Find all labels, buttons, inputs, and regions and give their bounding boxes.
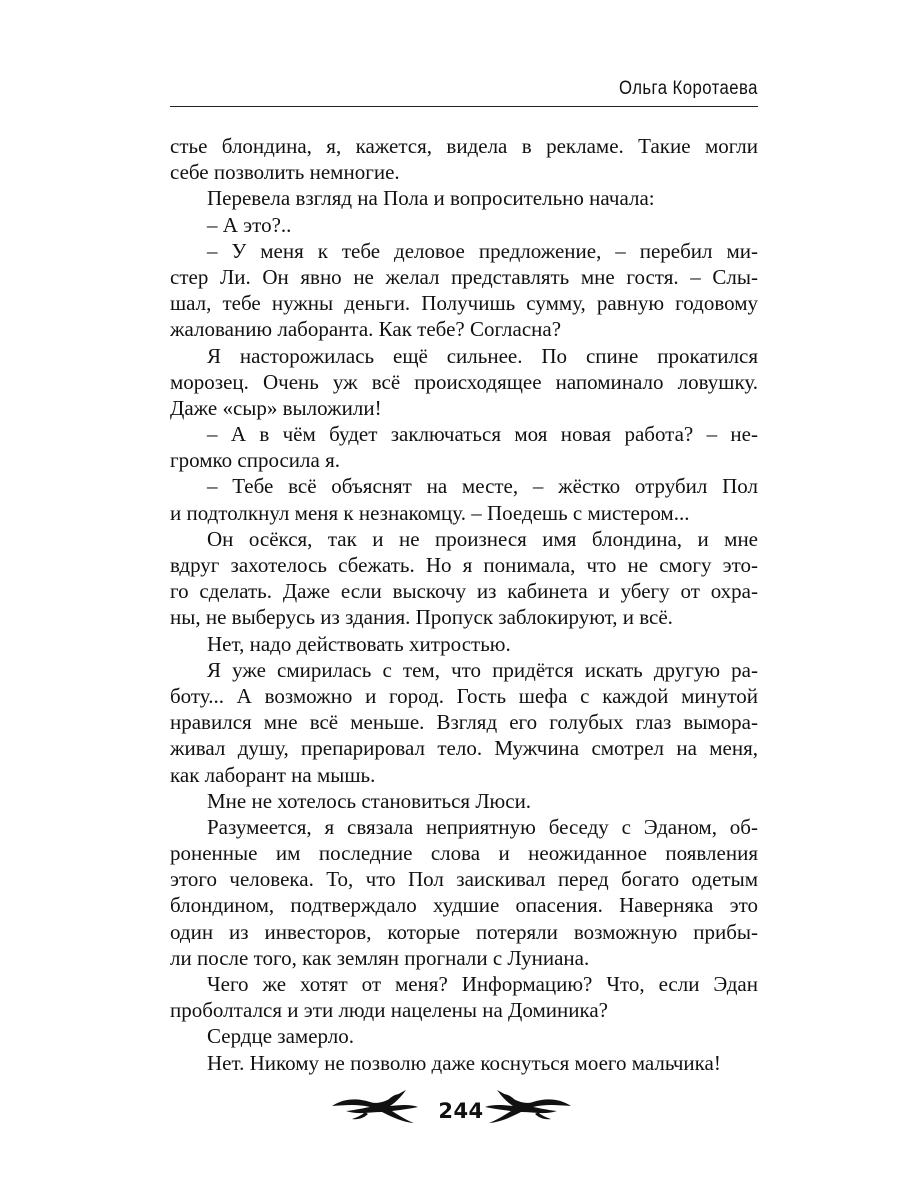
text-line: стье блондина, я, кажется, видела в рекламе. Такие могли bbox=[170, 134, 758, 158]
text-line: вдруг захотелось сбежать. Но я понимала, что не смогу это- bbox=[170, 553, 758, 577]
text-line: Даже «сыр» выложили! bbox=[170, 395, 382, 420]
text-line: проболтался и эти люди нацелены на Доминика? bbox=[170, 998, 608, 1023]
text-line: Сердце замерло. bbox=[207, 1024, 354, 1049]
text-line: Чего же хотят от меня? Информацию? Что, если Эдан bbox=[207, 972, 758, 996]
dragon-ornament-right-icon bbox=[483, 1086, 573, 1126]
running-header-author: Ольга Коротаева bbox=[619, 78, 758, 99]
text-line: Перевела взгляд на Пола и вопросительно начала: bbox=[207, 186, 655, 211]
text-line: Я насторожилась ещё сильнее. По спине прокатился bbox=[207, 343, 758, 368]
text-line: и подтолкнул меня к незнакомцу. – Поедешь с мистером... bbox=[170, 500, 690, 525]
text-line: шал, тебе нужны деньги. Получишь сумму, равную годовому bbox=[170, 291, 758, 316]
page-number: 244 bbox=[438, 1099, 484, 1123]
text-line: – У меня к тебе деловое предложение, – перебил ми- bbox=[207, 238, 758, 263]
text-line: роненные им последние слова и неожиданное появления bbox=[170, 841, 758, 866]
text-line: блондином, подтверждало худшие опасения. Наверняка это bbox=[170, 893, 758, 918]
text-line: ны, не выберусь из здания. Пропуск заблокируют, и всё. bbox=[170, 605, 673, 630]
text-line: – А это?.. bbox=[207, 212, 292, 237]
text-line: – Тебе всё объяснят на месте, – жёстко отрубил Пол bbox=[207, 474, 758, 499]
page-footer bbox=[0, 1082, 900, 1132]
text-line: жалованию лаборанта. Как тебе? Согласна? bbox=[170, 317, 562, 342]
text-line: Мне не хотелось становиться Люси. bbox=[207, 788, 532, 813]
text-line: Я уже смирилась с тем, что придётся искать другую ра- bbox=[207, 657, 758, 682]
text-line: живал душу, препарировал тело. Мужчина смотрел на меня, bbox=[170, 736, 758, 761]
text-line: Нет, надо действовать хитростью. bbox=[207, 631, 511, 656]
text-line: громко спросила я. bbox=[170, 448, 340, 473]
text-line: стер Ли. Он явно не желал представлять мне гостя. – Слы- bbox=[170, 264, 758, 289]
text-line: как лаборант на мышь. bbox=[170, 762, 376, 787]
text-line: один из инвесторов, которые потеряли возможную прибы- bbox=[170, 919, 758, 944]
text-line: этого человека. То, что Пол заискивал перед богато одетым bbox=[170, 867, 758, 892]
text-line: го сделать. Даже если выскочу из кабинета и убегу от охра- bbox=[170, 579, 758, 604]
text-line: морозец. Очень уж всё происходящее напоминало ловушку. bbox=[170, 369, 758, 394]
text-line: – А в чём будет заключаться моя новая работа? – не- bbox=[207, 422, 758, 447]
header-rule bbox=[170, 106, 758, 107]
body-text bbox=[170, 133, 758, 1076]
text-line: ли после того, как землян прогнали с Луниана. bbox=[170, 945, 590, 970]
text-line: Нет. Никому не позволю даже коснуться моего мальчика! bbox=[207, 1050, 721, 1075]
dragon-ornament-left-icon bbox=[330, 1086, 420, 1126]
text-line: нравился мне всё меньше. Взгляд его голубых глаз вымора- bbox=[170, 710, 758, 735]
text-line: Он осёкся, так и не произнеся имя блондина, и мне bbox=[207, 526, 758, 551]
text-line: Разумеется, я связала неприятную беседу с Эданом, об- bbox=[207, 814, 758, 839]
text-line: себе позволить немногие. bbox=[170, 160, 400, 185]
text-line: боту... А возможно и город. Гость шефа с каждой минутой bbox=[170, 683, 758, 708]
